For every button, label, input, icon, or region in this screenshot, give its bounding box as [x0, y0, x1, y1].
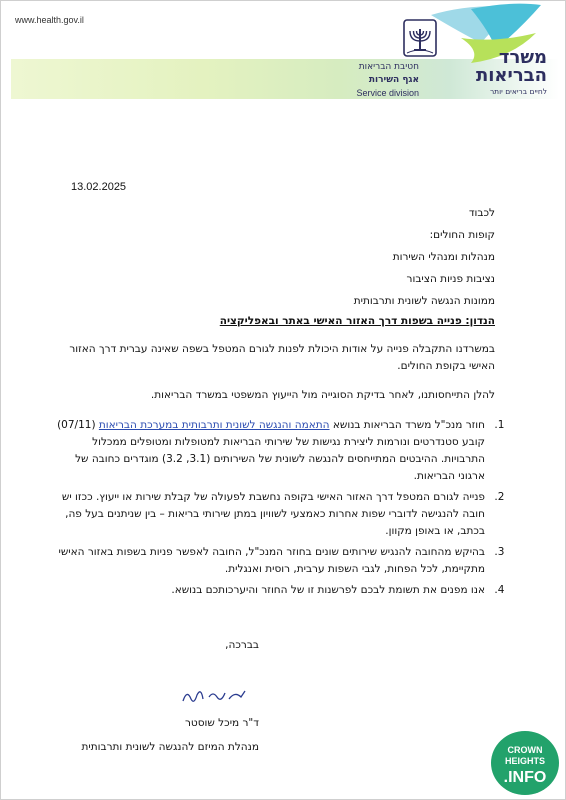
closing-text: בברכה, — [225, 639, 259, 651]
watermark-line-2: HEIGHTS — [504, 756, 545, 766]
item-text: (07/11) קובע סטנדרטים ונורמות ליצירת נגישות של שירותי הבריאות למטופלות ומטופלים ממכלול התרבויות. ההיבטים המתייחסים להנגשה לשונית של השירותים (3.1, 3.2) מוגדרים כחובה של ארגוני הבריאות. — [57, 419, 485, 482]
signer-name: ד"ר מיכל שוסטר — [184, 717, 259, 729]
ministry-url: www.health.gov.il — [15, 15, 84, 25]
list-item — [49, 489, 491, 540]
item-text: חוזר מנכ"ל משרד הבריאות בנושא — [329, 419, 485, 431]
letter-date: 13.02.2025 — [71, 181, 127, 193]
logo-line-1: משרד — [498, 47, 547, 68]
list-item — [49, 582, 491, 599]
circular-link[interactable]: התאמה והנגשה לשונית ותרבותית במערכת הבריאות — [98, 419, 330, 431]
watermark-line-3: .INFO — [503, 769, 547, 786]
list-item — [49, 417, 491, 485]
intro-paragraph: במשרדנו התקבלה פנייה על אודות היכולת לפנות לגורם המטפל בשפה שאינה עברית דרך האזור האישי בקופת החולים. — [69, 343, 495, 372]
recipient-line: ממונות הנגשה לשונית ותרבותית — [353, 295, 495, 307]
salutation: לכבוד — [468, 207, 495, 219]
menorah-emblem-icon — [403, 19, 437, 57]
recipient-line: נציבות פניות הציבור — [406, 273, 495, 285]
logo-tagline: לחיים בריאים יותר — [489, 87, 547, 96]
signer-title: מנהלת המיזם להנגשה לשונית ותרבותית — [81, 741, 259, 753]
ministry-logo-text — [476, 49, 547, 96]
list-item — [49, 544, 491, 578]
item-text: אנו מפנים את תשומת לבכם לפרשנות זו של החוזר והיערכותכם בנושא. — [171, 584, 485, 596]
recipient-line: קופות החולים: — [429, 229, 495, 241]
logo-line-2: הבריאות — [475, 65, 547, 86]
watermark-line-1: CROWN — [507, 745, 543, 755]
letter-subject: הנדון: פנייה בשפות דרך האזור האישי באתר ובאפליקציה — [219, 315, 495, 327]
item-text: בהיקש מהחובה להנגיש שירותים שונים בחוזר המנכ"ל, החובה לאפשר פניות בשפות באזור האישי מתקיימת, לכל הפחות, לגבי השפות ערבית, רוסית ואנגלית. — [58, 546, 485, 575]
division-label — [319, 61, 419, 100]
item-text: פנייה לגורם המטפל דרך האזור האישי בקופה נחשבת לפעולה של קבלת שירות או ייעוץ. ככזו יש חובה להנגישה לדוברי שפות אחרות כאמצעי לשוויון במתן שירותי בריאות – בין שניתנים בעל פה, בכתב, או באופן מקוון. — [61, 491, 485, 537]
division-he-2: אגף השירות — [368, 75, 419, 85]
handwritten-signature-icon — [179, 683, 249, 709]
division-he-1: חטיבת הבריאות — [358, 62, 419, 72]
numbered-points — [49, 417, 505, 603]
division-en: Service division — [356, 88, 419, 98]
clarification-paragraph: להלן התייחסותנו, לאחר בדיקת הסוגייה מול הייעוץ המשפטי במשרד הבריאות. — [150, 389, 495, 401]
recipient-line: מנהלות ומנהלי השירות — [392, 251, 495, 263]
watermark-badge — [491, 731, 559, 795]
